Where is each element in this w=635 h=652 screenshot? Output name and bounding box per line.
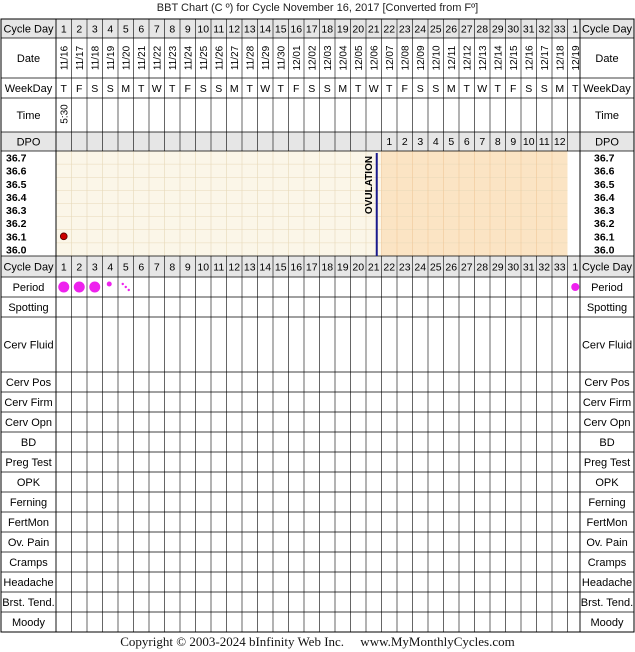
copyright-footer: Copyright © 2003-2024 bInfinity Web Inc. www.MyMonthlyCycles.com <box>120 634 515 649</box>
cycle-day-cell: 24 <box>414 261 427 274</box>
cycle-day-cell: 16 <box>290 23 303 36</box>
dpo-cell: 1 <box>386 136 393 148</box>
cycle-day-cell: 1 <box>60 23 67 36</box>
date-cell: 11/20 <box>121 45 133 71</box>
cycle-day-cell: 11 <box>213 261 225 274</box>
weekday-cell: T <box>463 83 470 95</box>
date-cell: 12/02 <box>307 45 319 71</box>
cycle-day-cell: 5 <box>122 261 129 274</box>
dpo-cell: 11 <box>538 136 550 148</box>
date-cell: 12/05 <box>353 45 365 71</box>
period-light-dot <box>107 282 112 287</box>
temp-tick-right: 36.3 <box>594 205 615 218</box>
cycle-day-cell: 1 <box>572 261 579 274</box>
cycle-day-cell: 22 <box>383 261 396 274</box>
cycle-day-cell: 7 <box>153 261 160 274</box>
cycle-day-cell: 22 <box>383 23 396 36</box>
cycle-day-cell: 27 <box>460 23 473 36</box>
date-cell: 12/11 <box>446 45 458 71</box>
weekday-cell: M <box>121 83 131 95</box>
weekday-cell: F <box>293 83 300 95</box>
dpo-cell: 3 <box>417 136 424 148</box>
date-cell: 11/19 <box>105 45 117 71</box>
temp-tick-left: 36.1 <box>6 231 27 244</box>
row-label-bd-left: BD <box>20 437 37 449</box>
row-label-cerv_opn-left: Cerv Opn <box>4 417 53 429</box>
dpo-cell: 6 <box>463 136 470 148</box>
weekday-cell: S <box>323 83 331 95</box>
weekday-cell: M <box>446 83 456 95</box>
row-label-cramps-right: Cramps <box>587 557 627 569</box>
date-cell: 11/28 <box>245 45 257 71</box>
date-cell: 12/04 <box>338 45 350 71</box>
period-spotting-dot <box>122 283 124 285</box>
cycle-day-cell: 32 <box>538 23 551 36</box>
date-cell: 11/21 <box>136 45 148 71</box>
weekday-cell: T <box>494 83 501 95</box>
cycle-day-cell: 6 <box>138 23 145 36</box>
cycle-day-cell: 26 <box>445 23 458 36</box>
temp-tick-right: 36.4 <box>594 191 615 204</box>
weekday-cell: T <box>246 83 253 95</box>
period-heavy-dot <box>58 282 69 293</box>
date-cell: 12/03 <box>322 45 334 71</box>
cycle-day-cell: 17 <box>305 261 318 274</box>
period-heavy-dot <box>74 282 85 293</box>
row-label-ov_pain-left: Ov. Pain <box>7 537 50 549</box>
date-cell: 11/23 <box>167 45 179 71</box>
weekday-cell: M <box>555 83 565 95</box>
cycle-day-cell: 28 <box>476 261 489 274</box>
cycle-day-cell: 6 <box>138 261 145 274</box>
cycle-day-cell: 12 <box>228 23 241 36</box>
temp-tick-left: 36.3 <box>6 205 27 218</box>
dpo-cell: 10 <box>522 136 535 148</box>
date-cell: 11/29 <box>260 45 272 71</box>
cycle-day-cell: 4 <box>107 261 114 274</box>
cycle-day-cell: 15 <box>274 261 287 274</box>
cycle-day-cell: 4 <box>107 23 114 36</box>
dpo-cell: 8 <box>494 136 501 148</box>
row-label-fertmon-left: FertMon <box>8 517 49 529</box>
row-label-cerv_firm-left: Cerv Firm <box>4 397 53 409</box>
date-cell: 12/09 <box>415 45 427 71</box>
row-label-opk-right: OPK <box>595 477 619 489</box>
temp-tick-left: 36.7 <box>6 152 27 165</box>
date-cell: 12/14 <box>493 45 505 71</box>
weekday-cell: M <box>338 83 348 95</box>
row-label-opk-left: OPK <box>16 477 41 489</box>
date-cell: 12/01 <box>291 45 303 71</box>
cycle-day-cell: 26 <box>445 261 458 274</box>
weekday-cell: S <box>215 83 223 95</box>
cycle-day-cell: 27 <box>460 261 473 274</box>
date-cell: 11/27 <box>229 45 241 71</box>
date-cell: 12/10 <box>431 45 443 71</box>
cycle-day-cell: 14 <box>259 23 272 36</box>
cycle-day-cell: 12 <box>228 261 241 274</box>
date-cell: 12/15 <box>508 45 520 71</box>
cycle-day-cell: 33 <box>553 261 566 274</box>
row-label-cerv_firm-right: Cerv Firm <box>582 397 632 409</box>
row-label-preg_test-left: Preg Test <box>5 457 52 469</box>
date-cell: 11/26 <box>214 45 226 71</box>
weekday-cell: T <box>355 83 362 95</box>
row-label-date-left: Date <box>16 53 41 65</box>
temp-tick-right: 36.0 <box>594 244 615 257</box>
temp-tick-left: 36.0 <box>6 244 27 257</box>
weekday-cell: S <box>91 83 99 95</box>
weekday-cell: F <box>510 83 517 95</box>
row-label-cycle_day-left: Cycle Day <box>3 23 54 36</box>
dpo-cell: 5 <box>448 136 455 148</box>
cycle-day-cell: 29 <box>491 23 504 36</box>
temp-tick-right: 36.2 <box>594 218 615 231</box>
cycle-day-cell: 19 <box>336 23 349 36</box>
weekday-cell: S <box>432 83 440 95</box>
row-label-cerv_pos-left: Cerv Pos <box>5 377 52 389</box>
row-label-dpo-left: DPO <box>16 136 41 149</box>
period-spotting-dot <box>128 289 130 291</box>
row-label-cramps-left: Cramps <box>9 557 48 569</box>
cycle-day-cell: 23 <box>398 261 411 274</box>
cycle-day-cell: 25 <box>429 23 442 36</box>
row-label-headache-left: Headache <box>3 577 54 589</box>
row-label-time-left: Time <box>16 110 41 122</box>
cycle-day-cell: 32 <box>538 261 551 274</box>
date-cell: 12/07 <box>384 45 396 71</box>
weekday-cell: F <box>76 83 83 95</box>
date-cell: 11/22 <box>152 45 164 71</box>
cycle-day-cell: 31 <box>522 261 535 274</box>
row-label-moody-left: Moody <box>11 617 46 629</box>
weekday-cell: F <box>184 83 191 95</box>
cycle-day-cell: 1 <box>60 261 67 274</box>
cycle-day-cell: 19 <box>336 261 349 274</box>
dpo-cell: 7 <box>479 136 486 148</box>
row-label-preg_test-right: Preg Test <box>583 457 631 469</box>
cycle-day-cell: 9 <box>184 261 191 274</box>
row-label-weekday-right: WeekDay <box>583 83 631 95</box>
date-cell: 12/19 <box>570 45 582 71</box>
cycle-day-cell: 8 <box>169 261 176 274</box>
period-heavy-dot <box>89 282 100 293</box>
cycle-day-cell: 3 <box>91 261 98 274</box>
weekday-cell: S <box>106 83 114 95</box>
cycle-day-cell: 30 <box>507 261 520 274</box>
date-cell: 11/18 <box>90 45 102 71</box>
row-label-ferning-left: Ferning <box>9 497 48 509</box>
date-cell: 12/12 <box>462 45 474 71</box>
row-label-spotting-left: Spotting <box>8 302 49 314</box>
row-label-date-right: Date <box>595 53 619 65</box>
cycle-day-cell: 25 <box>429 261 442 274</box>
cycle-day-cell: 8 <box>169 23 176 36</box>
time-cell: 5:30 <box>59 104 71 124</box>
row-label-bd-right: BD <box>599 437 615 449</box>
weekday-cell: T <box>572 83 579 95</box>
cycle-day-cell: 7 <box>153 23 160 36</box>
row-label-cycle_day-right: Cycle Day <box>581 23 633 36</box>
row-label-period-right: Period <box>591 282 623 294</box>
cycle-day-cell: 1 <box>572 23 579 36</box>
date-cell: 12/08 <box>400 45 412 71</box>
cycle-day-cell: 13 <box>243 261 256 274</box>
temp-tick-right: 36.5 <box>594 178 615 191</box>
weekday-cell: S <box>416 83 424 95</box>
row-label-spotting-right: Spotting <box>586 302 628 314</box>
date-cell: 11/16 <box>59 45 71 71</box>
cycle-day-cell: 15 <box>274 23 287 36</box>
row-label-dpo-right: DPO <box>595 136 619 149</box>
cycle-day-cell: 5 <box>122 23 129 36</box>
cycle-day-cell: 20 <box>352 23 365 36</box>
cycle-day-cell: 18 <box>321 23 334 36</box>
period-medium-dot <box>571 283 579 291</box>
dpo-cell: 12 <box>553 136 566 148</box>
row-label-moody-right: Moody <box>590 617 624 629</box>
weekday-cell: W <box>477 83 488 95</box>
cycle-day-cell: 30 <box>507 23 520 36</box>
row-label-brst_tend-right: Brst. Tend. <box>580 597 634 609</box>
date-cell: 12/16 <box>524 45 536 71</box>
cycle-day-cell: 3 <box>91 23 98 36</box>
cycle-day-cell: 14 <box>259 261 272 274</box>
dpo-cell: 4 <box>432 136 439 148</box>
cycle-day-cell: 29 <box>491 261 504 274</box>
temp-tick-right: 36.7 <box>594 152 615 165</box>
weekday-cell: M <box>229 83 239 95</box>
cycle-day-cell: 20 <box>352 261 365 274</box>
row-label-ferning-right: Ferning <box>588 497 626 509</box>
cycle-day-cell: 18 <box>321 261 334 274</box>
row-label-brst_tend-left: Brst. Tend. <box>2 597 55 609</box>
cycle-day-cell: 28 <box>476 23 489 36</box>
temp-tick-right: 36.1 <box>594 231 615 244</box>
row-label-cerv_opn-right: Cerv Opn <box>583 417 631 429</box>
dpo-cell: 2 <box>401 136 408 148</box>
ovulation-label: OVULATION <box>363 155 375 215</box>
cycle-day-cell: 10 <box>197 23 210 36</box>
row-label-time-right: Time <box>594 110 620 122</box>
date-cell: 11/24 <box>183 45 195 71</box>
dpo-cell: 9 <box>510 136 517 148</box>
temperature-point <box>60 233 67 240</box>
cycle-day-cell: 2 <box>76 261 83 274</box>
temp-tick-left: 36.4 <box>6 191 27 204</box>
weekday-cell: W <box>151 83 162 95</box>
weekday-cell: W <box>368 83 379 95</box>
weekday-cell: W <box>260 83 271 95</box>
chart-frame <box>1 19 634 632</box>
row-label-fertmon-right: FertMon <box>586 517 628 529</box>
cycle-day-cell: 21 <box>367 23 380 36</box>
row-label-cycle_day-right: Cycle Day <box>581 261 633 274</box>
date-cell: 11/17 <box>74 45 86 71</box>
temp-tick-left: 36.2 <box>6 218 27 231</box>
weekday-cell: T <box>60 83 67 95</box>
weekday-cell: S <box>540 83 548 95</box>
weekday-cell: T <box>138 83 145 95</box>
date-cell: 11/30 <box>276 45 288 71</box>
date-cell: 12/18 <box>555 45 567 71</box>
temp-tick-right: 36.6 <box>594 165 615 178</box>
weekday-cell: T <box>386 83 393 95</box>
date-cell: 12/06 <box>369 45 381 71</box>
cycle-day-cell: 17 <box>305 23 318 36</box>
row-label-headache-right: Headache <box>581 577 633 589</box>
weekday-cell: T <box>169 83 176 95</box>
row-label-cerv_fluid-right: Cerv Fluid <box>581 339 633 352</box>
weekday-cell: F <box>401 83 408 95</box>
cycle-day-cell: 2 <box>76 23 83 36</box>
date-cell: 12/13 <box>477 45 489 71</box>
temp-tick-left: 36.5 <box>6 178 27 191</box>
cycle-day-cell: 31 <box>522 23 535 36</box>
weekday-cell: S <box>525 83 533 95</box>
cycle-day-cell: 11 <box>213 23 225 36</box>
cycle-day-cell: 23 <box>398 23 411 36</box>
row-label-cycle_day-left: Cycle Day <box>3 261 54 274</box>
cycle-day-cell: 9 <box>184 23 191 36</box>
temp-tick-left: 36.6 <box>6 165 27 178</box>
row-label-cerv_pos-right: Cerv Pos <box>584 377 630 389</box>
date-cell: 11/25 <box>198 45 210 71</box>
chart-title: BBT Chart (C º) for Cycle November 16, 2017 [Converted from Fº] <box>156 2 479 14</box>
cycle-day-cell: 13 <box>243 23 256 36</box>
date-cell: 12/17 <box>539 45 551 71</box>
row-label-weekday-left: WeekDay <box>4 83 53 95</box>
row-label-ov_pain-right: Ov. Pain <box>586 537 628 549</box>
weekday-cell: T <box>277 83 284 95</box>
row-label-cerv_fluid-left: Cerv Fluid <box>3 339 54 352</box>
cycle-day-cell: 16 <box>290 261 303 274</box>
cycle-day-cell: 10 <box>197 261 210 274</box>
weekday-cell: S <box>199 83 207 95</box>
period-spotting-dot <box>125 286 127 288</box>
cycle-day-cell: 24 <box>414 23 427 36</box>
cycle-day-cell: 21 <box>367 261 380 274</box>
weekday-cell: S <box>308 83 316 95</box>
cycle-day-cell: 33 <box>553 23 566 36</box>
row-label-period-left: Period <box>12 282 45 294</box>
